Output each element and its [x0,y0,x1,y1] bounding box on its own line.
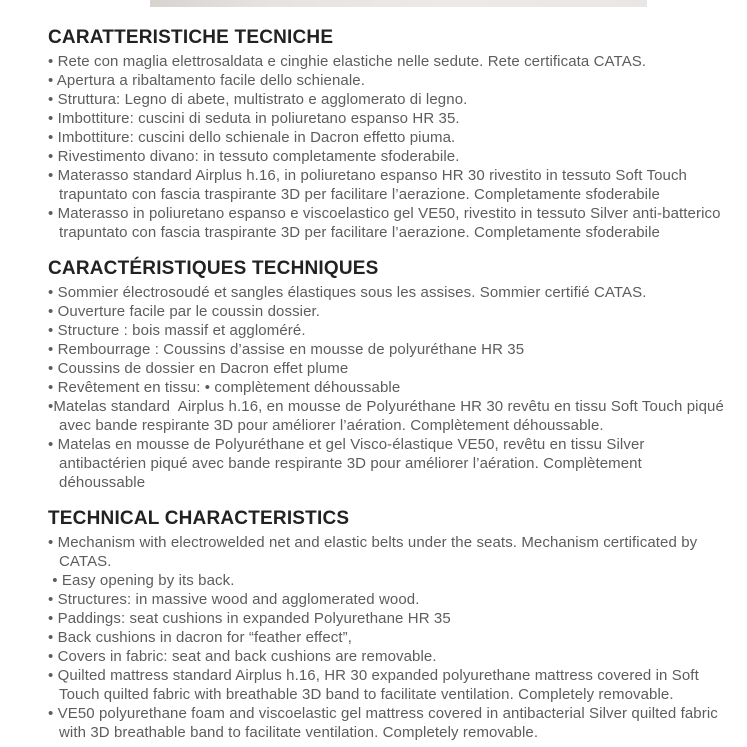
bullet-item: • Rivestimento divano: in tessuto completamente sfoderabile. [48,148,460,165]
section-english [48,508,731,742]
section-italian [48,27,731,242]
bullet-item: • Sommier électrosoudé et sangles élastiques sous les assises. Sommier certifié CATAS. [48,284,647,301]
bullet-item: • Imbottiture: cuscini dello schienale in Dacron effetto piuma. [48,129,456,146]
bullet-list-english [48,533,731,742]
section-french [48,258,731,492]
top-image-strip [150,0,647,7]
bullet-item: • Structure : bois massif et aggloméré. [48,322,306,339]
section-title-english: TECHNICAL CHARACTERISTICS [48,508,350,529]
bullet-item: • Revêtement en tissu: • complètement déhoussable [48,379,401,396]
bullet-item: • Back cushions in dacron for “feather effect”, [48,629,352,646]
bullet-item: • Structures: in massive wood and agglomerated wood. [48,591,420,608]
bullet-item: • Imbottiture: cuscini di seduta in poliuretano espanso HR 35. [48,110,460,127]
bullet-item: • Materasso in poliuretano espanso e viscoelastico gel VE50, rivestito in tessuto Silver anti-batterico trapuntato con fascia traspirante 3D per facilitare l’aerazione. Completamente sfoderabile [48,205,725,241]
bullet-item: • Matelas en mousse de Polyuréthane et gel Visco-élastique VE50, revêtu en tissu Silver antibactérien piqué avec bande respirante 3D pour améliorer l’aération. Complètement déhoussable [48,436,649,491]
bullet-item: • Mechanism with electrowelded net and elastic belts under the seats. Mechanism certificated by CATAS. [48,534,702,570]
bullet-item: • Rembourrage : Coussins d’assise en mousse de polyuréthane HR 35 [48,341,525,358]
bullet-item: • Apertura a ribaltamento facile dello schienale. [48,72,365,89]
bullet-item: • Covers in fabric: seat and back cushions are removable. [48,648,437,665]
section-title-italian: CARATTERISTICHE TECNICHE [48,27,334,48]
bullet-item: • Easy opening by its back. [48,572,235,589]
bullet-list-french [48,283,731,492]
bullet-item: • VE50 polyurethane foam and viscoelastic gel mattress covered in antibacterial Silver quilted fabric with 3D breathable band to facilitate ventilation. Completely removable. [48,705,723,741]
section-title-french: CARACTÉRISTIQUES TECHNIQUES [48,258,379,279]
bullet-item: • Struttura: Legno di abete, multistrato e agglomerato di legno. [48,91,468,108]
bullet-item: • Rete con maglia elettrosaldata e cinghie elastiche nelle sedute. Rete certificata CATAS. [48,53,647,70]
bullet-item: • Coussins de dossier en Dacron effet plume [48,360,349,377]
bullet-item: •Matelas standard Airplus h.16, en mousse de Polyuréthane HR 30 revêtu en tissu Soft Touch piqué avec bande respirante 3D pour améliorer l’aération. Complètement déhoussable. [48,398,729,434]
bullet-list-italian [48,52,731,242]
bullet-item: • Quilted mattress standard Airplus h.16, HR 30 expanded polyurethane mattress covered in Soft Touch quilted fabric with breathable 3D band to facilitate ventilation. Completely removable. [48,667,703,703]
bullet-item: • Materasso standard Airplus h.16, in poliuretano espanso HR 30 rivestito in tessuto Soft Touch trapuntato con fascia traspirante 3D per facilitare l’aerazione. Completamente sfoderabile [48,167,692,203]
bullet-item: • Paddings: seat cushions in expanded Polyurethane HR 35 [48,610,451,627]
bullet-item: • Ouverture facile par le coussin dossier. [48,303,321,320]
